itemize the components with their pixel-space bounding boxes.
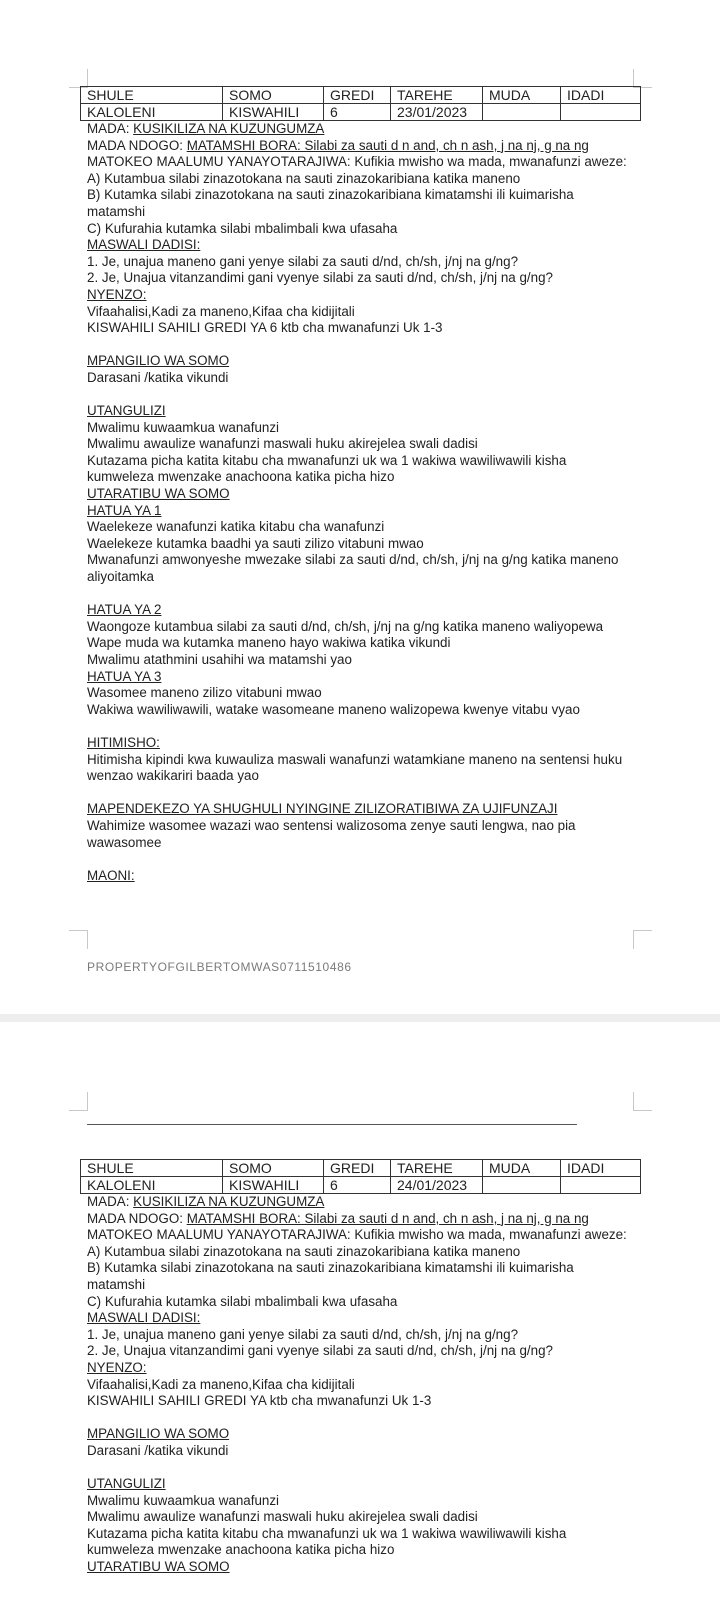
nyenzo-item: KISWAHILI SAHILI GREDI YA 6 ktb cha mwanafunzi Uk 1-3 <box>87 320 443 336</box>
cell-shule: KALOLENI <box>81 104 223 121</box>
cell-idadi <box>561 1177 641 1194</box>
lesson-header-table <box>80 1159 641 1194</box>
mada-value: KUSIKILIZA NA KUZUNGUMZA <box>133 121 325 136</box>
hatua-1-item: Waelekeze kutamka baadhi ya sauti zilizo vitabuni mwao <box>87 535 424 551</box>
question-2: 2. Je, Unajua vitanzandimi gani vyenye silabi za sauti d/nd, ch/sh, j/nj na g/ng? <box>87 1343 553 1359</box>
page-corner-mark <box>633 930 652 949</box>
nyenzo-item: KISWAHILI SAHILI GREDI YA ktb cha mwanafunzi Uk 1-3 <box>87 1393 432 1409</box>
mapendekezo-heading: MAPENDEKEZO YA SHUGHULI NYINGINE ZILIZORATIBIWA ZA UJIFUNZAJI <box>87 801 558 817</box>
table-row <box>81 1177 641 1194</box>
cell-somo: KISWAHILI <box>223 104 324 121</box>
hatua-3-item: Wakiwa wawiliwawili, watake wasomeane maneno walizopewa kwenye vitabu vyao <box>87 701 580 717</box>
mpangilio-heading: MPANGILIO WA SOMO <box>87 1426 230 1442</box>
utangulizi-item: Kutazama picha katita kitabu cha mwanafunzi uk wa 1 wakiwa wawiliwawili kisha kumweleza mwenzake anachoona katika picha hizo <box>87 1525 567 1558</box>
outcome-a: A) Kutambua silabi zinazotokana na sauti zinazokaribiana katika maneno <box>87 1243 521 1259</box>
maswali-heading: MASWALI DADISI: <box>87 1310 201 1326</box>
utangulizi-item: Mwalimu awaulize wanafunzi maswali huku akirejelea swali dadisi <box>87 436 478 452</box>
cell-gredi: 6 <box>324 104 391 121</box>
hatua-1-item: Waelekeze wanafunzi katika kitabu cha wanafunzi <box>87 519 385 535</box>
header-cell-shule: SHULE <box>81 87 223 104</box>
outcome-c: C) Kufurahia kutamka silabi mbalimbali kwa ufasaha <box>87 1293 398 1309</box>
cell-tarehe: 24/01/2023 <box>391 1177 483 1194</box>
utangulizi-heading: UTANGULIZI <box>87 1476 166 1492</box>
hatua-3-heading: HATUA YA 3 <box>87 668 162 684</box>
hatua-2-heading: HATUA YA 2 <box>87 602 162 618</box>
matokeo-text: : Kufikia mwisho wa mada, mwanafunzi aweze: <box>346 1227 627 1243</box>
nyenzo-item: Vifaahalisi,Kadi za maneno,Kifaa cha kidijitali <box>87 303 355 319</box>
table-header-row <box>81 87 641 104</box>
cell-somo: KISWAHILI <box>223 1177 324 1194</box>
hatua-1-heading: HATUA YA 1 <box>87 502 162 518</box>
utangulizi-item: Kutazama picha katita kitabu cha mwanafunzi uk wa 1 wakiwa wawiliwawili kisha kumweleza mwenzake anachoona katika picha hizo <box>87 452 567 485</box>
page-separator <box>0 1014 720 1022</box>
nyenzo-heading: NYENZO: <box>87 1359 147 1375</box>
cell-shule: KALOLENI <box>81 1177 223 1194</box>
page-corner-mark <box>69 930 88 949</box>
header-cell-somo: SOMO <box>223 87 324 104</box>
hitimisho-heading: HITIMISHO: <box>87 734 160 750</box>
header-cell-somo: SOMO <box>223 1160 324 1177</box>
outcome-b: B) Kutamka silabi zinazotokana na sauti zinazokaribiana kimatamshi ili kuimarisha matamshi <box>87 187 574 219</box>
question-1: 1. Je, unajua maneno gani yenye silabi za sauti d/nd, ch/sh, j/nj na g/ng? <box>87 253 519 269</box>
header-cell-idadi: IDADI <box>561 1160 641 1177</box>
hatua-2-item: Wape muda wa kutamka maneno hayo wakiwa katika vikundi <box>87 635 451 651</box>
outcome-a: A) Kutambua silabi zinazotokana na sauti zinazokaribiana katika maneno <box>87 170 521 186</box>
nyenzo-item: Vifaahalisi,Kadi za maneno,Kifaa cha kidijitali <box>87 1376 355 1392</box>
page-corner-mark <box>69 1092 88 1111</box>
hatua-3-item: Wasomee maneno zilizo vitabuni mwao <box>87 685 322 701</box>
cell-idadi <box>561 104 641 121</box>
footer-watermark: PROPERTYOFGILBERTOMWAS0711510486 <box>87 960 352 974</box>
hatua-2-item: Mwalimu atathmini usahihi wa matamshi yao <box>87 652 352 667</box>
mada-ndogo-value: MATAMSHI BORA: Silabi za sauti d n and, ch n ash, j na nj, g na ng <box>186 1210 589 1226</box>
table-row <box>81 104 641 121</box>
cell-gredi: 6 <box>324 1177 391 1194</box>
mpangilio-text: Darasani /katika vikundi <box>87 369 229 385</box>
mada-ndogo-label: MADA NDOGO: <box>87 1210 187 1226</box>
mada-ndogo-label: MADA NDOGO: <box>87 137 187 153</box>
matokeo-line <box>87 1227 627 1244</box>
header-cell-muda: MUDA <box>483 87 561 104</box>
outcome-b: B) Kutamka silabi zinazotokana na sauti zinazokaribiana kimatamshi ili kuimarisha matamshi <box>87 1260 574 1292</box>
question-2: 2. Je, Unajua vitanzandimi gani vyenye silabi za sauti d/nd, ch/sh, j/nj na g/ng? <box>87 270 553 286</box>
nyenzo-heading: NYENZO: <box>87 286 147 302</box>
utaratibu-heading: UTARATIBU WA SOMO <box>87 486 230 502</box>
utangulizi-item: Mwalimu kuwaamkua wanafunzi <box>87 419 280 435</box>
cell-tarehe: 23/01/2023 <box>391 104 483 121</box>
mada-value: KUSIKILIZA NA KUZUNGUMZA <box>133 1194 325 1209</box>
utaratibu-heading: UTARATIBU WA SOMO <box>87 1559 230 1575</box>
mada-label: MADA: <box>87 121 134 136</box>
maoni-heading: MAONI: <box>87 867 135 883</box>
mada-label: MADA: <box>87 1194 134 1209</box>
matokeo-label: MATOKEO MAALUMU YANAYOTARAJIWA <box>87 154 347 170</box>
utangulizi-item: Mwalimu awaulize wanafunzi maswali huku akirejelea swali dadisi <box>87 1509 478 1525</box>
mada-ndogo-value: MATAMSHI BORA: Silabi za sauti d n and, ch n ash, j na nj, g na ng <box>186 137 589 153</box>
header-cell-tarehe: TAREHE <box>391 87 483 104</box>
table-header-row <box>81 1160 641 1177</box>
header-cell-muda: MUDA <box>483 1160 561 1177</box>
lesson-plan-body <box>87 121 627 884</box>
lesson-plan-body <box>87 1194 627 1576</box>
header-rule <box>87 1124 577 1125</box>
utangulizi-heading: UTANGULIZI <box>87 403 166 419</box>
header-cell-tarehe: TAREHE <box>391 1160 483 1177</box>
matokeo-label: MATOKEO MAALUMU YANAYOTARAJIWA <box>87 1227 347 1243</box>
mpangilio-text: Darasani /katika vikundi <box>87 1442 229 1458</box>
header-cell-shule: SHULE <box>81 1160 223 1177</box>
cell-muda <box>483 1177 561 1194</box>
maswali-heading: MASWALI DADISI: <box>87 237 201 253</box>
outcome-c: C) Kufurahia kutamka silabi mbalimbali kwa ufasaha <box>87 220 398 236</box>
header-cell-gredi: GREDI <box>324 1160 391 1177</box>
matokeo-text: : Kufikia mwisho wa mada, mwanafunzi aweze: <box>346 154 627 170</box>
hatua-1-item: Mwanafunzi amwonyeshe mwezake silabi za sauti d/nd, ch/sh, j/nj na g/ng katika maneno aliyoitamka <box>87 552 619 585</box>
mpangilio-heading: MPANGILIO WA SOMO <box>87 353 230 369</box>
hatua-2-item: Waongoze kutambua silabi za sauti d/nd, ch/sh, j/nj na g/ng katika maneno waliyopewa <box>87 618 604 634</box>
header-cell-idadi: IDADI <box>561 87 641 104</box>
utangulizi-item: Mwalimu kuwaamkua wanafunzi <box>87 1492 280 1508</box>
header-cell-gredi: GREDI <box>324 87 391 104</box>
page-corner-mark <box>633 1092 652 1111</box>
mapendekezo-text: Wahimize wasomee wazazi wao sentensi walizosoma zenye sauti lengwa, nao pia wawasomee <box>87 817 576 850</box>
mada-ndogo-line <box>87 138 627 155</box>
mada-line <box>87 1194 627 1211</box>
cell-muda <box>483 104 561 121</box>
mada-ndogo-line <box>87 1211 627 1228</box>
lesson-header-table <box>80 86 641 121</box>
question-1: 1. Je, unajua maneno gani yenye silabi za sauti d/nd, ch/sh, j/nj na g/ng? <box>87 1326 519 1342</box>
mada-line <box>87 121 627 138</box>
document-page-2 <box>0 1022 720 1600</box>
hitimisho-text: Hitimisha kipindi kwa kuwauliza maswali wanafunzi watamkiane maneno na sentensi huku wenzao wakikariri baada yao <box>87 751 623 784</box>
matokeo-line <box>87 154 627 171</box>
